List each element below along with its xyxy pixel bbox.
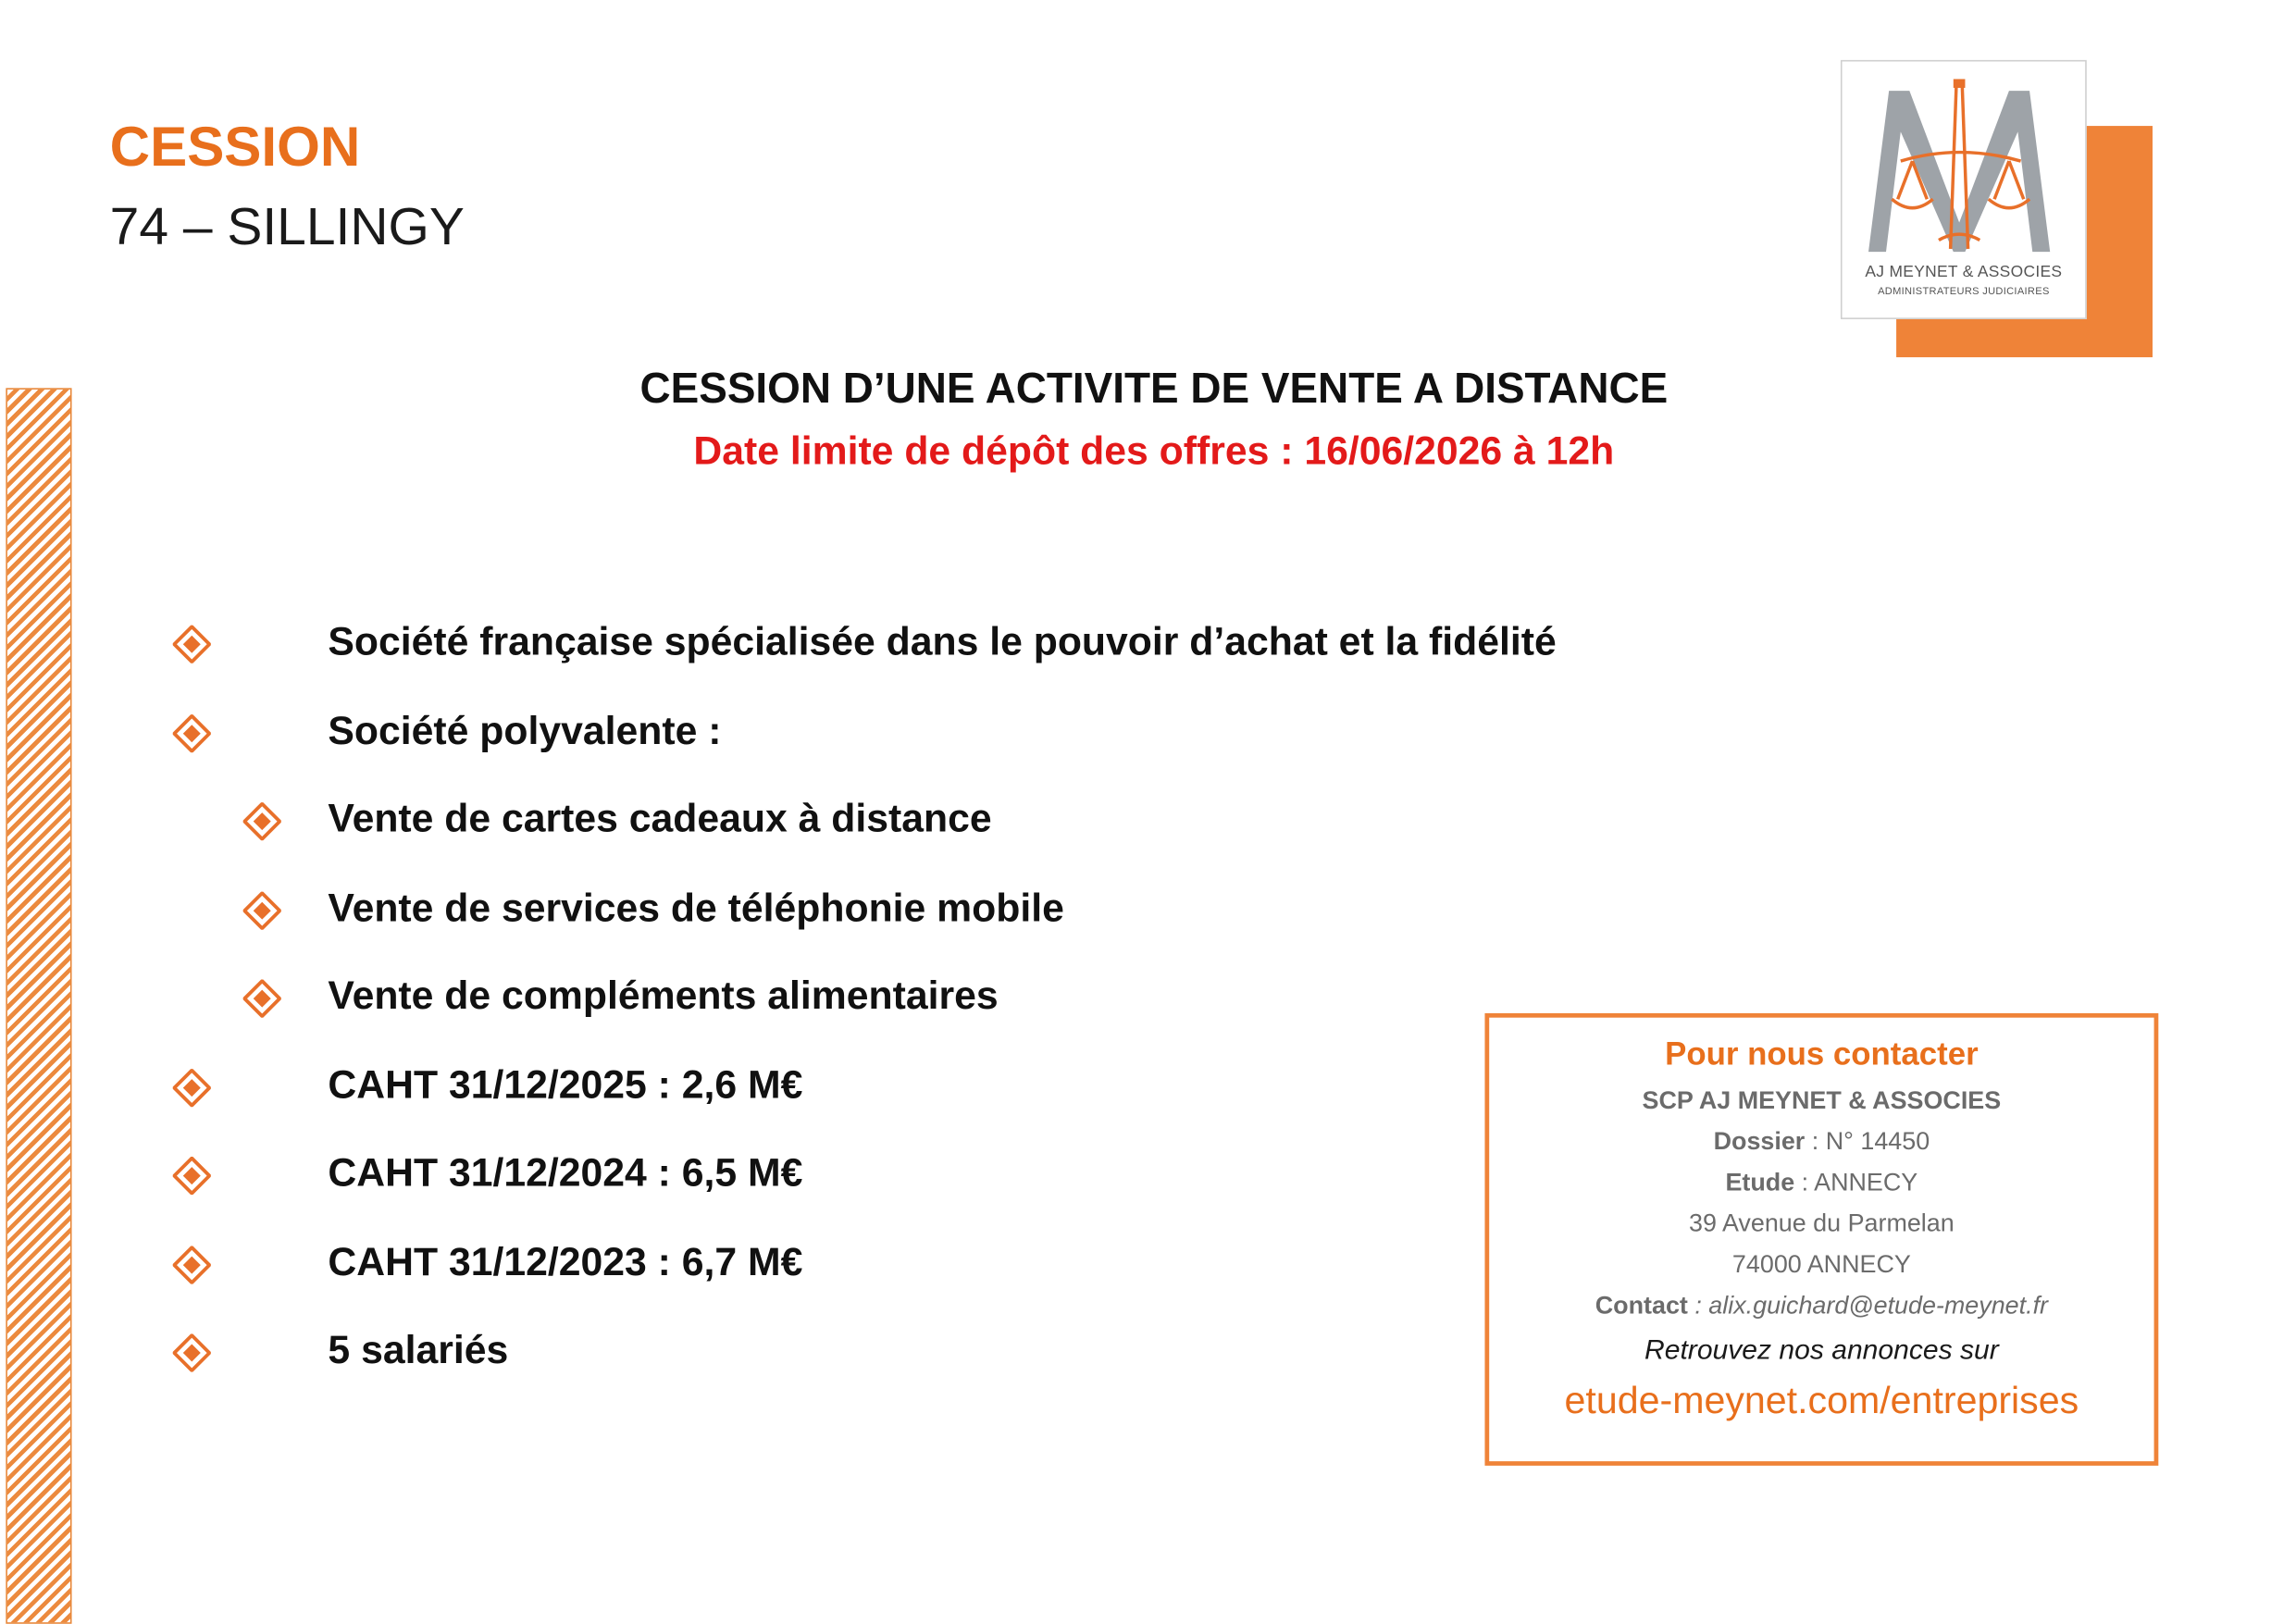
cession-heading: CESSION bbox=[109, 117, 361, 180]
list-item: CAHT 31/12/2025 : 2,6 M€ bbox=[328, 1061, 803, 1107]
offer-deadline: Date limite de dépôt des offres : 16/06/2026 à 12h bbox=[693, 428, 1615, 474]
firm-logo bbox=[1841, 60, 2087, 319]
diamond-bullet-icon bbox=[173, 1246, 211, 1283]
logo-firm-name: AJ MEYNET & ASSOCIES bbox=[1865, 263, 2063, 281]
contact-email-line bbox=[1489, 1292, 2153, 1321]
diamond-bullet-icon bbox=[243, 891, 281, 929]
list-item: Société polyvalente : bbox=[328, 708, 722, 752]
list-item: Vente de compléments alimentaires bbox=[328, 973, 999, 1018]
website-link[interactable]: etude-meynet.com/entreprises bbox=[1564, 1377, 2079, 1422]
contact-firm: SCP AJ MEYNET & ASSOCIES bbox=[1642, 1086, 2002, 1115]
diamond-bullet-icon bbox=[173, 1157, 211, 1195]
diamond-bullet-icon bbox=[243, 802, 281, 840]
list-item: Vente de cartes cadeaux à distance bbox=[328, 796, 992, 841]
list-item: Société française spécialisée dans le pouvoir d’achat et la fidélité bbox=[328, 619, 1557, 663]
list-item: Vente de services de téléphonie mobile bbox=[328, 885, 1064, 929]
list-item: CAHT 31/12/2023 : 6,7 M€ bbox=[328, 1239, 803, 1283]
diamond-bullet-icon bbox=[173, 713, 211, 751]
contact-box bbox=[1484, 1013, 2158, 1466]
location-heading: 74 – SILLINGY bbox=[109, 196, 465, 256]
dossier-value: : N° 14450 bbox=[1805, 1127, 1930, 1156]
diamond-bullet-icon bbox=[243, 980, 281, 1018]
contact-title: Pour nous contacter bbox=[1665, 1035, 1979, 1072]
contact-label: Contact bbox=[1595, 1291, 1688, 1320]
contact-etude bbox=[1489, 1169, 2153, 1198]
dossier-label: Dossier bbox=[1713, 1127, 1806, 1156]
list-item: CAHT 31/12/2024 : 6,5 M€ bbox=[328, 1150, 803, 1196]
diamond-bullet-icon bbox=[173, 1333, 211, 1371]
contact-city: 74000 ANNECY bbox=[1731, 1250, 1911, 1279]
contact-announcements-text: Retrouvez nos annonces sur bbox=[1644, 1335, 1999, 1367]
diamond-bullet-icon bbox=[173, 1068, 211, 1106]
list-item: 5 salariés bbox=[328, 1328, 509, 1372]
contact-email[interactable]: : alix.guichard@etude-meynet.fr bbox=[1687, 1291, 2049, 1320]
diamond-bullet-icon bbox=[173, 626, 211, 663]
etude-label: Etude bbox=[1725, 1168, 1795, 1196]
contact-address: 39 Avenue du Parmelan bbox=[1689, 1209, 1955, 1238]
etude-value: : ANNECY bbox=[1794, 1168, 1918, 1196]
offer-title: CESSION D’UNE ACTIVITE DE VENTE A DISTANCE bbox=[639, 366, 1669, 414]
logo-firm-subtitle: ADMINISTRATEURS JUDICIAIRES bbox=[1878, 287, 2050, 298]
decorative-stripe-bar bbox=[6, 388, 71, 1623]
contact-dossier bbox=[1489, 1127, 2153, 1157]
scales-of-justice-logo-icon bbox=[1856, 76, 2073, 264]
